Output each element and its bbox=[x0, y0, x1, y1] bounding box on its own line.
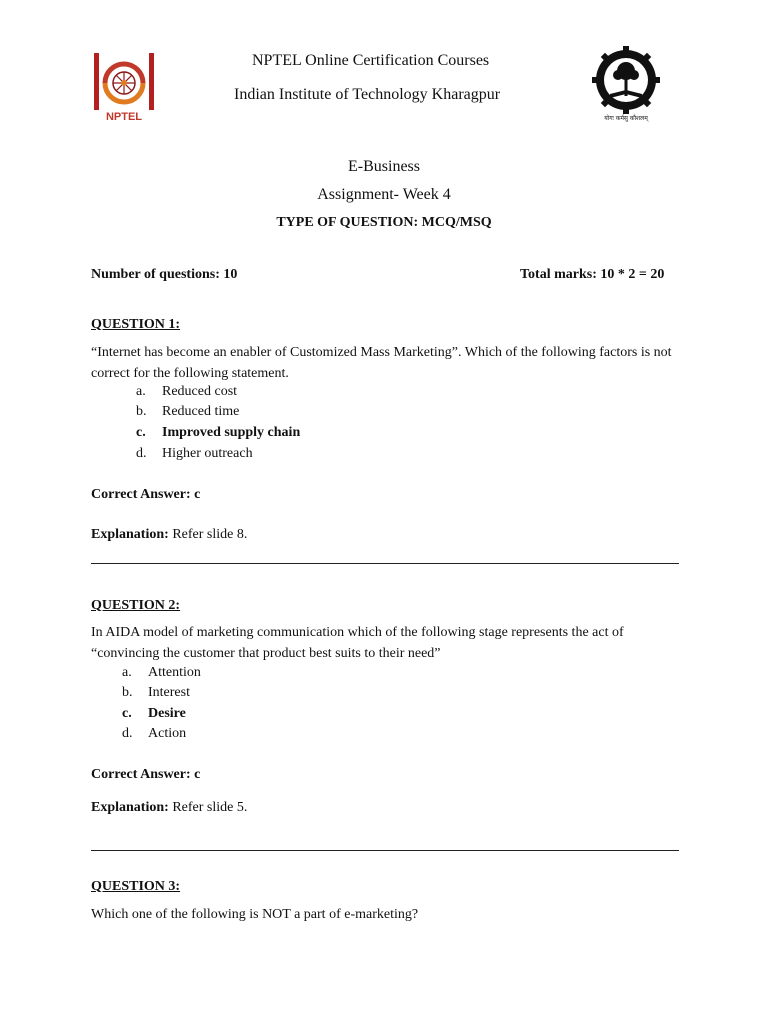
option-text: Reduced time bbox=[162, 404, 240, 419]
question-2-title: QUESTION 2: bbox=[91, 598, 181, 613]
question-3-title: QUESTION 3: bbox=[91, 879, 181, 894]
question-2-correct-answer bbox=[91, 767, 200, 783]
correct-answer-label: Correct Answer: bbox=[91, 487, 191, 502]
option-letter: c. bbox=[136, 425, 146, 440]
question-1-option-a bbox=[136, 384, 237, 400]
iit-motto: योगः कर्मसु कौशलम् bbox=[604, 115, 648, 122]
header-line-2: Indian Institute of Technology Kharagpur bbox=[234, 86, 501, 103]
question-1-correct-answer bbox=[91, 487, 200, 503]
option-letter: d. bbox=[136, 446, 147, 461]
explanation-text: Refer slide 5. bbox=[172, 800, 248, 815]
option-letter: a. bbox=[136, 384, 146, 399]
iit-kgp-emblem bbox=[592, 44, 660, 122]
assignment-title: Assignment- Week 4 bbox=[317, 186, 451, 203]
question-2-option-c bbox=[122, 706, 186, 722]
question-1-option-b bbox=[136, 404, 239, 420]
explanation-text: Refer slide 8. bbox=[172, 527, 248, 542]
option-text: Attention bbox=[148, 665, 201, 680]
nptel-logo-text: NPTEL bbox=[105, 111, 143, 123]
option-text: Action bbox=[148, 726, 187, 741]
question-2-text: In AIDA model of marketing communication which of the following stage represents the act of “convincing the customer that product best suits to their need” bbox=[91, 625, 624, 661]
correct-answer-label: Correct Answer: bbox=[91, 767, 191, 782]
correct-answer-value: c bbox=[194, 767, 201, 782]
option-letter: c. bbox=[122, 706, 132, 721]
number-of-questions: Number of questions: 10 bbox=[91, 267, 238, 282]
question-2-explanation bbox=[91, 800, 247, 816]
nptel-logo-emblem bbox=[91, 51, 157, 123]
option-letter: a. bbox=[122, 665, 132, 680]
question-2-option-a bbox=[122, 665, 201, 681]
divider bbox=[91, 850, 679, 851]
question-1-explanation bbox=[91, 527, 247, 543]
explanation-label: Explanation: bbox=[91, 800, 169, 815]
explanation-label: Explanation: bbox=[91, 527, 169, 542]
option-text: Interest bbox=[148, 685, 190, 700]
question-1-option-d bbox=[136, 446, 253, 462]
question-type: TYPE OF QUESTION: MCQ/MSQ bbox=[276, 215, 492, 230]
option-text: Desire bbox=[148, 706, 186, 721]
question-1-text: “Internet has become an enabler of Customized Mass Marketing”. Which of the following factors is not correct for the following statement. bbox=[91, 345, 672, 381]
total-marks: Total marks: 10 * 2 = 20 bbox=[520, 267, 665, 282]
divider bbox=[91, 563, 679, 564]
option-text: Reduced cost bbox=[162, 384, 238, 399]
correct-answer-value: c bbox=[194, 487, 201, 502]
option-letter: b. bbox=[122, 685, 133, 700]
option-letter: d. bbox=[122, 726, 133, 741]
course-name: E-Business bbox=[348, 158, 420, 175]
question-2-option-b bbox=[122, 685, 190, 701]
iit-kgp-logo bbox=[592, 44, 660, 122]
header-line-1: NPTEL Online Certification Courses bbox=[252, 52, 490, 69]
option-letter: b. bbox=[136, 404, 147, 419]
question-1-title: QUESTION 1: bbox=[91, 317, 181, 332]
nptel-logo bbox=[91, 51, 157, 123]
question-1-option-c bbox=[136, 425, 300, 441]
option-text: Higher outreach bbox=[162, 446, 253, 461]
question-2-option-d bbox=[122, 726, 186, 742]
question-3-text: Which one of the following is NOT a part of e-marketing? bbox=[91, 907, 419, 922]
option-text: Improved supply chain bbox=[162, 425, 301, 440]
